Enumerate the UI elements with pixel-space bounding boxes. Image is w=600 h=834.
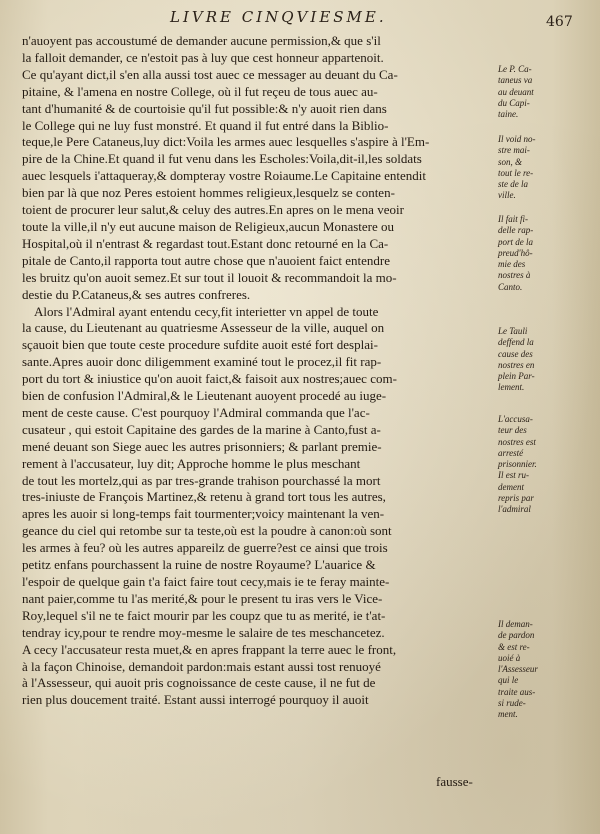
margin-note-line: mie des	[498, 259, 526, 270]
margin-note-line: repris par	[498, 493, 534, 504]
page-header	[0, 8, 600, 34]
margin-note-line: son, &	[498, 156, 523, 167]
text-line: rement à l'accusateur, luy dit; Approche homme le plus meschant	[22, 455, 361, 471]
margin-note-line: nostres à	[498, 270, 531, 281]
text-line: pitale de Canto,il rapporta tout autre chose que n'auoient faict entendre	[22, 252, 391, 268]
margin-note-line: L'accusa-	[498, 414, 533, 424]
text-line: nant paier,comme tu l'as merité,& pour le present tu iras vers le Vice-	[22, 590, 383, 606]
text-line: à la façon Chinoise, demandoit pardon:mais estant aussi tost renuoyé	[22, 658, 381, 674]
text-line: n'auoyent pas accoustumé de demander aucune permission,& que s'il	[22, 33, 381, 48]
text-line: rien plus doucement traité. Estant aussi interrogé pourquoy il auoit	[22, 692, 369, 708]
text-line: bien par là que noz Peres estoient hommes religieux,lesquelz se conten-	[22, 185, 395, 201]
margin-note-line: Il est ru-	[498, 470, 529, 481]
margin-note-line: ste de la	[498, 179, 528, 190]
margin-note-line: uoié à	[498, 652, 521, 663]
margin-note-line: de pardon	[498, 630, 535, 641]
margin-note	[498, 414, 537, 516]
margin-note-line: l'Assesseur	[498, 664, 538, 675]
text-line: A cecy l'accusateur resta muet,& en apres frappant la terre auec le front,	[22, 641, 397, 657]
text-line: toient de procurer leur salut,& celuy des autres.En apres on le mena veoir	[22, 202, 404, 218]
text-line: sçauoit bien que toute ceste procedure sufdite auoit esté fort desplai-	[22, 337, 378, 353]
margin-note-line: & est re-	[498, 641, 530, 652]
margin-note-line: Le Tauli	[498, 326, 528, 336]
margin-note-line: au deuant	[498, 86, 534, 97]
text-line: les armes à feu? où les autres appareilz de guerre?est ce ainsi que trois	[22, 540, 388, 556]
margin-note-line: delle rap-	[498, 225, 534, 236]
margin-note-line: Il deman-	[498, 619, 533, 629]
margin-note-line: traite aus-	[498, 686, 536, 697]
margin-note	[498, 64, 534, 120]
text-line: mené deuant son Siege auec les autres prisonniers; & parlant premie-	[22, 438, 382, 454]
text-line: à l'Assesseur, qui auoit pris cognoissance de ceste cause, il ne fut de	[22, 675, 376, 691]
text-line: sante.Apres auoir donc diligemment examiné tout le procez,il fit rap-	[22, 354, 382, 370]
text-line: de tout les mortelz,qui as par tres-grande trahison pourchassé la mort	[22, 472, 381, 488]
margin-note	[498, 134, 536, 202]
margin-note	[498, 214, 533, 293]
margin-note-line: nostres en	[498, 359, 535, 370]
text-line: teque,le Pere Cataneus,luy dict:Voila les armes auec lesquelles s'aspire à l'Em-	[22, 134, 430, 150]
margin-note-line: nostres est	[498, 436, 536, 447]
margin-note-line: port de la	[498, 236, 533, 247]
margin-note-line: stre mai-	[498, 145, 530, 156]
margin-note-line: arresté	[498, 447, 524, 458]
text-line: Alors l'Admiral ayant entendu cecy,fit interietter vn appel de toute	[34, 303, 379, 319]
catchword: fausse-	[436, 774, 473, 789]
text-line: l'espoir de quelque gain t'a faict faire tout cecy,mais ie te feray mainte-	[22, 574, 390, 589]
text-line: auec lesquels i'attaqueray,& dompteray vostre Roiaume.Le Capitaine entendit	[22, 168, 426, 184]
margin-note-line: deffend la	[498, 337, 534, 348]
margin-note-line: du Capi-	[498, 97, 530, 108]
text-line: la cause, du Lieutenant au quatriesme Assesseur de la ville, auquel on	[22, 320, 385, 336]
text-line: Ce qu'ayant dict,il s'en alla aussi tost auec ce messager au deuant du Ca-	[22, 66, 398, 82]
text-line: pire de la Chine.Et quand il fut venu dans les Escholes:Voila,dit-il,les soldats	[22, 151, 422, 167]
text-line: tant d'humanité & de courtoisie qu'il fut possible:& n'y auoit rien dans	[22, 100, 387, 116]
margin-note-line: teur des	[498, 425, 527, 436]
text-line: apres les auoir si long-temps fait tourmenter;voicy maintenant la ven-	[22, 506, 385, 522]
text-line: Hospital,où il n'entrast & regardast tout.Estant donc retourné en la Ca-	[22, 235, 389, 251]
margin-note-line: Il void no-	[498, 134, 536, 144]
margin-note	[498, 619, 538, 721]
body-text	[22, 33, 500, 709]
margin-note-line: si rude-	[498, 698, 526, 709]
margin-note	[498, 326, 535, 394]
margin-note-line: ville.	[498, 190, 516, 201]
text-line: ment de ceste cause. C'est pourquoy l'Admiral commanda que l'ac-	[22, 404, 370, 420]
text-line: Roy,lequel s'il ne te faict mourir par les coupz que tu as merité, ie t'at-	[22, 607, 386, 623]
margin-note-line: prisonnier.	[498, 459, 537, 470]
text-line: le College qui ne luy fust monstré. Et quand il fut entré dans la Biblio-	[22, 117, 389, 133]
text-line: tendray icy,pour te rendre moy-mesme le salaire de tes meschancetez.	[22, 624, 385, 640]
margin-note-line: plein Par-	[498, 371, 535, 382]
margin-note-line: tout le re-	[498, 167, 534, 178]
text-line: petitz enfans pourchassent la ruine de nostre Royaume? L'auarice &	[22, 557, 376, 573]
margin-note-line: Canto.	[498, 281, 523, 292]
text-line: toute la ville,il n'y eut aucune maison de Religieux,aucun Monastere ou	[22, 218, 395, 234]
margin-note-line: l'admiral	[498, 504, 531, 515]
text-line: bien de confusion l'Admiral,& le Lieutenant auoyent procedé au iuge-	[22, 388, 387, 404]
text-line: pitaine, & l'amena en nostre College, où il fut reçeu de tous auec au-	[22, 83, 378, 99]
running-title: LIVRE CINQVIESME.	[170, 8, 387, 26]
text-line: geance du ciel qui retombe sur ta teste,où est la poudre à canon:où sont	[22, 523, 392, 539]
margin-note-line: Il fait fi-	[498, 214, 528, 224]
margin-note-line: dement	[498, 481, 524, 492]
text-line: tres-iniuste de François Martinez,& retenu à grand tort tous les autres,	[22, 489, 386, 505]
text-line: la falloit demander, ce n'estoit pas à luy que cest honneur appartenoit.	[22, 49, 384, 65]
text-line: destie du P.Cataneus,& ses autres confreres.	[22, 286, 251, 302]
margin-note-line: ment.	[498, 709, 518, 720]
margin-note-line: lement.	[498, 382, 525, 393]
margin-note-line: taine.	[498, 109, 519, 120]
text-line: les bruitz qu'on auoit semez.Et sur tout il louoit & recommandoit la mo-	[22, 269, 397, 285]
text-line: port du tort & iniustice qu'on auoit faict,& faisoit aux nostres;auec com-	[22, 371, 397, 387]
margin-note-line: Le P. Ca-	[498, 64, 532, 74]
margin-note-line: preud'hô-	[498, 247, 533, 258]
margin-note-line: qui le	[498, 675, 519, 686]
margin-note-line: taneus va	[498, 75, 533, 86]
text-line: cusateur , qui estoit Capitaine des gardes de la marine à Canto,fust a-	[22, 421, 381, 437]
page-number: 467	[546, 14, 573, 30]
margin-note-line: cause des	[498, 348, 533, 359]
